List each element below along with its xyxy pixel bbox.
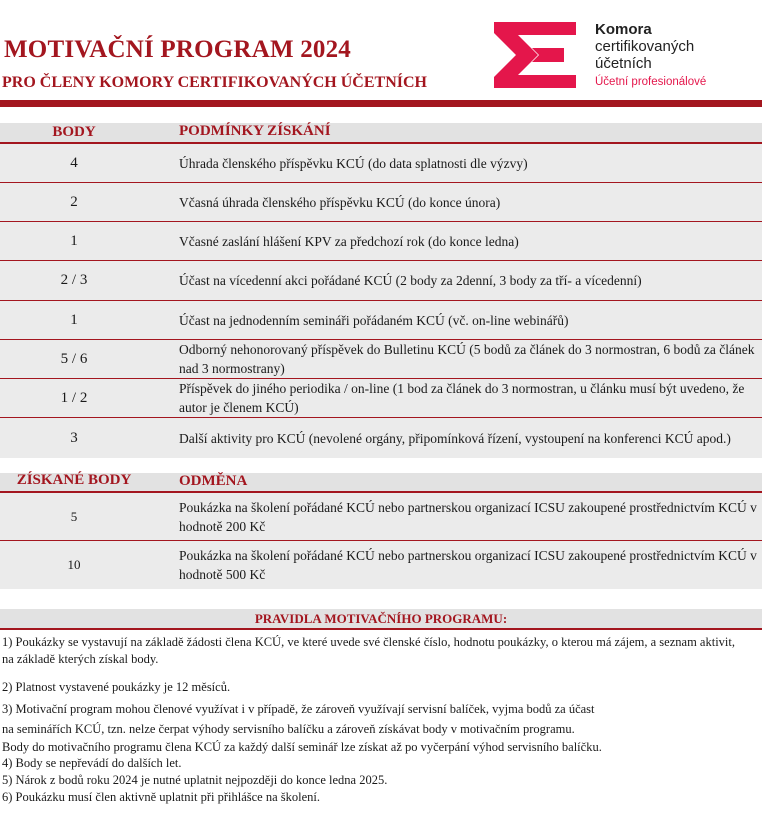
row-points: 5 xyxy=(70,508,78,524)
row-points: 3 xyxy=(70,429,78,446)
logo-line-2: certifikovaných xyxy=(595,38,695,55)
row-points: 10 xyxy=(67,557,81,572)
rule-item: 2) Platnost vystavené poukázky je 12 měsíců. xyxy=(2,680,231,694)
rule-item: 4) Body se nepřevádí do dalších let. xyxy=(2,756,182,770)
rule-item: 5) Nárok z bodů roku 2024 je nutné uplatnit nejpozději do konce ledna 2025. xyxy=(2,773,388,787)
row-text: Další aktivity pro KCÚ (nevolené orgány, připomínková řízení, vystoupení na konferenci KCÚ apod.) xyxy=(179,430,731,446)
row-text: Odborný nehonorovaný příspěvek do Bulletinu KCÚ (5 bodů za článek do 3 normostran, 6 bodů za článek nad 3 normostrany) xyxy=(179,342,755,376)
row-points: 2 / 3 xyxy=(60,272,88,288)
table-row xyxy=(0,183,762,222)
row-text: Účast na vícedenní akci pořádané KCÚ (2 body za 2denní, 3 body za tří- a vícedenní) xyxy=(179,273,642,288)
rules-title: PRAVIDLA MOTIVAČNÍHO PROGRAMU: xyxy=(0,609,762,630)
row-text: Účast na jednodenním semináři pořádaném KCÚ (vč. on-line webinářů) xyxy=(179,312,569,328)
row-text: Příspěvek do jiného periodika / on-line (1 bod za článek do 3 normostran, u článku musí být uvedeno, že autor je členem KCÚ) xyxy=(179,381,745,415)
table-row xyxy=(0,340,762,379)
table-row xyxy=(0,261,762,301)
earned-points-column-header: ZÍSKANÉ BODY xyxy=(16,472,132,488)
logo-text xyxy=(595,21,706,91)
logo-tagline: Účetní profesionálové xyxy=(595,76,707,88)
table-row xyxy=(0,379,762,418)
page-subtitle: PRO ČLENY KOMORY CERTIFIKOVANÝCH ÚČETNÍCH xyxy=(2,74,427,91)
kcu-logo-icon xyxy=(494,22,576,88)
rule-item: 1) Poukázky se vystavují na základě žádosti člena KCÚ, ve které uvede své členské číslo, hodnotu poukázky, o kterou má zájem, a seznam aktivit, na základě kterých získal body. xyxy=(2,635,735,666)
row-points: 5 / 6 xyxy=(60,350,88,367)
table-row xyxy=(0,418,762,458)
logo-line-1: Komora xyxy=(595,21,652,38)
page-header xyxy=(0,0,778,108)
table-row xyxy=(0,541,762,589)
rule-item: na seminářích KCÚ, tzn. nelze čerpat výhody servisního balíčku a zároveň získávat body v motivačním programu. xyxy=(2,722,575,736)
row-text: Úhrada členského příspěvku KCÚ (do data splatnosti dle výzvy) xyxy=(179,155,528,171)
row-points: 2 xyxy=(70,193,78,210)
rule-item: 3) Motivační program mohou členové využívat i v případě, že zároveň využívají servisní balíček, vyjma bodů za účast xyxy=(2,702,595,716)
table-row xyxy=(0,493,762,541)
row-text: Poukázka na školení pořádané KCÚ nebo partnerskou organizací ICSU zakoupené prostřednictvím KCÚ v hodnotě 200 Kč xyxy=(179,499,757,534)
rule-item: Body do motivačního programu člena KCÚ za každý další seminář lze získat až po vyčerpání výhod servisního balíčku. xyxy=(2,740,602,754)
table-row xyxy=(0,144,762,183)
table-row xyxy=(0,222,762,261)
header-divider xyxy=(0,100,762,107)
points-column-header: BODY xyxy=(52,124,96,140)
table-row xyxy=(0,301,762,340)
row-text: Včasné zaslání hlášení KPV za předchozí rok (do konce ledna) xyxy=(179,233,519,249)
row-points: 1 xyxy=(70,232,78,249)
points-table-header xyxy=(0,123,762,144)
row-points: 1 xyxy=(70,311,78,328)
rule-item: 6) Poukázku musí člen aktivně uplatnit při přihlášce na školení. xyxy=(2,790,320,804)
row-points: 4 xyxy=(70,154,78,171)
logo-line-3: účetních xyxy=(595,55,652,72)
page-title: MOTIVAČNÍ PROGRAM 2024 xyxy=(4,36,351,63)
row-text: Poukázka na školení pořádané KCÚ nebo partnerskou organizací ICSU zakoupené prostřednictvím KCÚ v hodnotě 500 Kč xyxy=(179,548,757,582)
conditions-column-header: PODMÍNKY ZÍSKÁNÍ xyxy=(179,123,331,139)
row-points: 1 / 2 xyxy=(60,389,88,406)
row-text: Včasná úhrada členského příspěvku KCÚ (do konce února) xyxy=(179,194,501,210)
reward-column-header: ODMĚNA xyxy=(179,473,248,489)
rewards-table-header xyxy=(0,473,762,493)
